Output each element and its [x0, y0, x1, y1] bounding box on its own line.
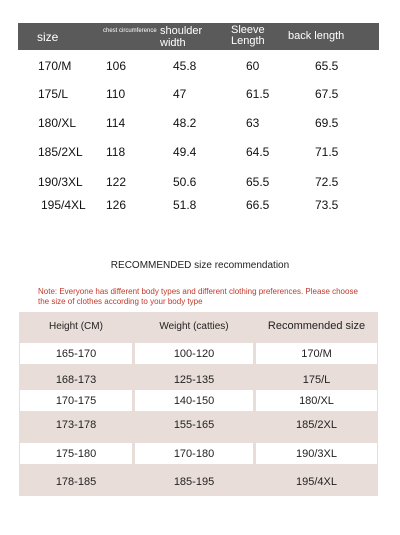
cell-back: 73.5	[315, 198, 339, 212]
cell-shoulder: 51.8	[173, 198, 197, 212]
cell-weight: 125-135	[173, 373, 215, 386]
cell-recommended-size: 180/XL	[256, 390, 377, 411]
cell-weight: 155-165	[173, 418, 215, 431]
cell-sleeve: 60	[246, 59, 260, 73]
cell-weight: 140-150	[135, 390, 253, 411]
recommendation-note: Note: Everyone has different body types and different clothing preferences. Please choose the size of clothes according to your body type	[38, 287, 358, 306]
cell-size: 175/L	[38, 87, 69, 101]
cell-shoulder: 50.6	[173, 175, 197, 189]
cell-weight: 100-120	[135, 343, 253, 364]
header-size: size	[37, 30, 59, 44]
cell-shoulder: 45.8	[173, 59, 197, 73]
table-row	[19, 390, 378, 411]
cell-height: 178-185	[55, 475, 97, 488]
cell-size: 190/3XL	[38, 175, 83, 189]
header-back-length: back length	[288, 30, 345, 42]
cell-shoulder: 47	[173, 87, 187, 101]
cell-height: 168-173	[55, 373, 97, 386]
size-row	[0, 145, 400, 161]
cell-chest: 122	[106, 175, 127, 189]
cell-sleeve: 63	[246, 116, 260, 130]
cell-chest: 110	[106, 87, 126, 101]
cell-chest: 114	[106, 116, 126, 130]
recommendation-title: RECOMMENDED size recommendation	[110, 260, 290, 271]
cell-back: 71.5	[315, 145, 339, 159]
size-row	[0, 116, 400, 132]
cell-height: 175-180	[20, 443, 132, 464]
cell-recommended-size: 175/L	[302, 373, 331, 386]
table-row	[19, 471, 378, 492]
cell-height: 170-175	[20, 390, 132, 411]
cell-shoulder: 49.4	[173, 145, 197, 159]
header-recommended-size: Recommended size	[267, 320, 366, 332]
size-row	[0, 87, 400, 103]
cell-chest: 126	[106, 198, 127, 212]
cell-back: 69.5	[315, 116, 339, 130]
cell-weight: 185-195	[173, 475, 215, 488]
cell-recommended-size: 195/4XL	[296, 475, 337, 488]
cell-sleeve: 66.5	[246, 198, 270, 212]
size-row	[0, 59, 400, 75]
cell-back: 72.5	[315, 175, 339, 189]
table-row	[19, 343, 378, 364]
cell-chest: 106	[106, 59, 127, 73]
size-row	[0, 175, 400, 191]
cell-height: 165-170	[20, 343, 132, 364]
cell-size: 185/2XL	[38, 145, 83, 159]
table-row	[19, 443, 378, 464]
cell-size: 170/M	[38, 59, 72, 73]
cell-shoulder: 48.2	[173, 116, 197, 130]
header-sleeve-length: Sleeve Length	[231, 24, 265, 47]
table-row	[19, 369, 378, 390]
size-chart-header	[18, 23, 379, 50]
size-row	[0, 198, 400, 214]
cell-sleeve: 65.5	[246, 175, 270, 189]
cell-size: 180/XL	[38, 116, 77, 130]
header-chest-circumference: chest circumference	[103, 28, 157, 34]
cell-back: 67.5	[315, 87, 339, 101]
recommendation-table	[19, 312, 378, 496]
cell-back: 65.5	[315, 59, 339, 73]
cell-weight: 170-180	[135, 443, 253, 464]
cell-size: 195/4XL	[41, 198, 86, 212]
header-weight: Weight (catties)	[159, 320, 229, 332]
header-height: Height (CM)	[49, 320, 103, 332]
table-row	[19, 414, 378, 435]
cell-recommended-size: 185/2XL	[296, 418, 337, 431]
cell-recommended-size: 170/M	[256, 343, 377, 364]
header-shoulder-width: shoulder width	[160, 25, 203, 49]
cell-sleeve: 61.5	[246, 87, 270, 101]
cell-chest: 118	[106, 145, 126, 159]
cell-recommended-size: 190/3XL	[256, 443, 377, 464]
cell-height: 173-178	[55, 418, 97, 431]
cell-sleeve: 64.5	[246, 145, 270, 159]
